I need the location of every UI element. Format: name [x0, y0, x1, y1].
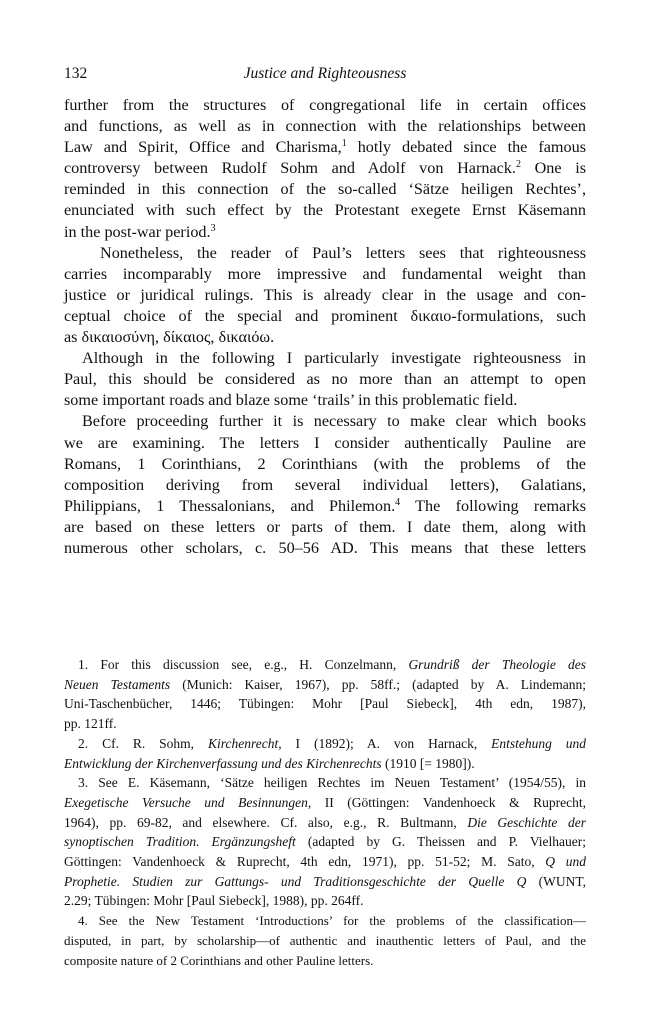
- text-line: ceptual choice of the special and prominent δικαιο-formulations, such: [64, 306, 586, 325]
- footnote-ref-3[interactable]: 3: [210, 222, 216, 234]
- footnotes: [64, 655, 586, 970]
- text-line: Paul, this should be considered as no more than an attempt to open: [64, 370, 586, 389]
- text-line: Although in the following I particularly investigate righteousness in: [82, 349, 586, 368]
- text-line: controversy between Rudolf Sohm and Adolf von Harnack.$^2$ One is: [64, 159, 586, 178]
- text-line: enunciated with such effect by the Protestant exegete Ernst Käsemann: [64, 201, 586, 220]
- text-line: justice or juridical rulings. This is already clear in the usage and con-: [64, 285, 586, 304]
- footnote-1: 1. For this discussion see, e.g., H. Conzelmann, Grundriß der Theologie des Neuen Testaments (Munich: Kaiser, 1967), pp. 58ff.; (adapted by A. Lindemann; Uni-Taschenbücher, 1446; Tübingen: Mohr [Paul Siebeck], 4th edn, 1987), pp. 121ff.: [64, 657, 587, 732]
- text-line: composition deriving from several individual letters), Galatians,: [64, 475, 586, 494]
- paragraph-4: [64, 411, 586, 559]
- text-line: some important roads and blaze some ‘trails’ in this problematic field.: [64, 391, 518, 410]
- text-line: Law and Spirit, Office and Charisma,$^1$ hotly debated since the famous: [64, 138, 587, 157]
- footnote-4: 4. See the New Testament ‘Introductions’ for the problems of the classification— disputed, in part, by scholarship—of authentic and inauthentic letters of Paul, and the composite nature of 2 Corinthians and other Pauline letters.: [64, 913, 587, 968]
- paragraph-2: [64, 243, 586, 348]
- text-line: further from the structures of congregational life in certain offices: [64, 96, 586, 114]
- running-title: Justice and Righteousness: [243, 65, 407, 82]
- footnote-2: 2. Cf. R. Sohm, Kirchenrecht, I (1892); A. von Harnack, Entstehung und Entwicklung der Kirchenverfassung und des Kirchenrechts (1910 [= 1980]).: [64, 735, 587, 771]
- footnote-ref-1[interactable]: 1: [341, 138, 347, 150]
- text-line: Before proceeding further it is necessary to make clear which books: [82, 412, 586, 431]
- text-line: and functions, as well as in connection with the relationships between: [64, 117, 586, 136]
- text-line: numerous other scholars, c. 50–56 AD. This means that these letters: [64, 538, 586, 557]
- footnote-ref-2[interactable]: 2: [515, 159, 521, 171]
- text-line: in the post-war period.$^3$: [64, 222, 216, 241]
- paragraph-3: [64, 348, 586, 411]
- running-head: [64, 64, 586, 84]
- page-number: 132: [64, 65, 88, 82]
- footnote-ref-4[interactable]: 4: [395, 496, 401, 508]
- text-line: we are examining. The letters I consider authentically Pauline are: [64, 433, 586, 452]
- text-line: carries incomparably more impressive and fundamental weight than: [64, 264, 586, 283]
- text-line: reminded in this connection of the so-called ‘Sätze heiligen Rechtes’,: [64, 180, 586, 199]
- text-line: are based on these letters or parts of them. I date them, along with: [64, 517, 586, 536]
- paragraph-1: [64, 95, 586, 243]
- book-page: [64, 0, 586, 1026]
- text-line: Philippians, 1 Thessalonians, and Philemon.$^4$ The following remarks: [64, 496, 587, 515]
- text-line: as δικαιοσύνη, δίκαιος, δικαιόω.: [64, 328, 275, 347]
- text-line: Nonetheless, the reader of Paul’s letters sees that righteousness: [100, 243, 586, 262]
- text-line: Romans, 1 Corinthians, 2 Corinthians (with the problems of the: [64, 454, 586, 473]
- footnote-3: 3. See E. Käsemann, ‘Sätze heiligen Rechtes im Neuen Testament’ (1954/55), in Exegetische Versuche und Besinnungen, II (Göttingen: Vandenhoeck & Ruprecht, 1964), pp. 69-82, and elsewhere. Cf. also, e.g., R. Bultmann, Die Geschichte der synoptischen Tradition. Ergänzungsheft (adapted by G. Theissen and P. Vielhauer; Göttingen: Vandenhoeck & Ruprecht, 4th edn, 1971), pp. 51-52; M. Sato, Q und Prophetie. Studien zur Gattungs- und Traditionsgeschichte der Quelle Q (WUNT, 2.29; Tübingen: Mohr [Paul Siebeck], 1988), pp. 264ff.: [64, 775, 587, 909]
- body-text: [64, 95, 586, 559]
